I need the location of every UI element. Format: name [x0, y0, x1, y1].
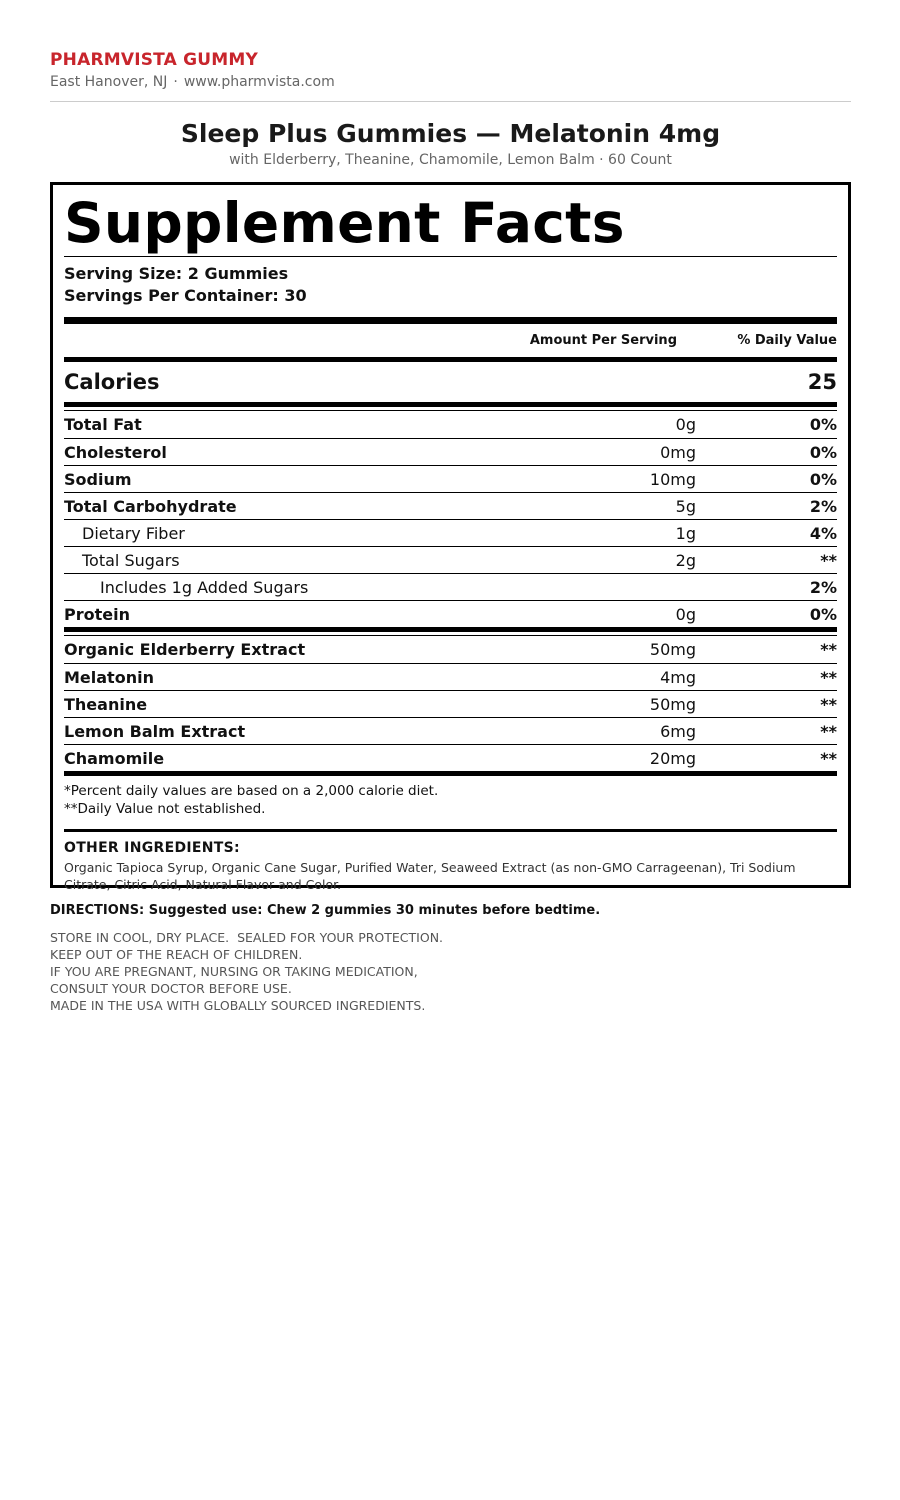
ingredient-amount: 6mg: [660, 721, 696, 741]
ingredient-label: Lemon Balm Extract: [64, 721, 246, 741]
other-ingredients-text: Organic Tapioca Syrup, Organic Cane Sugar, Purified Water, Seaweed Extract (as non-GMO Carrageenan), Tri Sodium Citrate, Citric Acid, Natural Flavor and Color.: [64, 860, 796, 892]
ingredient-row: [64, 690, 837, 717]
brand-separator: ·: [173, 74, 178, 90]
nutrient-label: Cholesterol: [64, 442, 167, 462]
supplement-facts-panel: [50, 182, 851, 892]
ingredient-amount: 4mg: [660, 667, 696, 687]
warning-line: STORE IN COOL, DRY PLACE. SEALED FOR YOUR PROTECTION.: [50, 930, 444, 945]
ingredient-label: Chamomile: [64, 748, 165, 768]
servings-per-container: Servings Per Container: 30: [64, 286, 307, 305]
nutrient-row: [64, 519, 837, 546]
nutrient-dv: 0%: [809, 604, 837, 624]
ingredient-label: Organic Elderberry Extract: [64, 640, 306, 659]
nutrient-label: Dietary Fiber: [82, 523, 185, 543]
nutrient-dv: 4%: [809, 523, 837, 543]
brand-name: PHARMVISTA GUMMY: [50, 50, 259, 70]
brand-location: East Hanover, NJ: [50, 74, 168, 90]
nutrient-label: Includes 1g Added Sugars: [100, 577, 309, 597]
ingredient-label: Theanine: [64, 694, 148, 714]
calories-row: [64, 362, 837, 402]
ingredient-label: Melatonin: [64, 667, 154, 687]
warnings: [50, 929, 851, 1014]
warning-line: MADE IN THE USA WITH GLOBALLY SOURCED INGREDIENTS.: [50, 998, 426, 1013]
product-subtitle: with Elderberry, Theanine, Chamomile, Lemon Balm · 60 Count: [229, 152, 672, 168]
ingredient-row: [64, 744, 837, 771]
nutrient-label: Sodium: [64, 469, 132, 489]
calories-label: Calories: [64, 370, 160, 394]
nutrient-label: Total Carbohydrate: [64, 496, 237, 516]
ingredient-dv: **: [820, 694, 837, 714]
nutrient-row: [64, 465, 837, 492]
ingredient-dv: **: [820, 640, 837, 659]
warning-line: KEEP OUT OF THE REACH OF CHILDREN.: [50, 947, 303, 962]
facts-title: Supplement Facts: [64, 191, 625, 255]
nutrient-label: Protein: [64, 604, 130, 624]
nutrient-dv: 2%: [809, 577, 837, 597]
thick-divider: [64, 402, 837, 407]
footnotes: [64, 776, 837, 829]
nutrient-amount: 0g: [675, 604, 696, 624]
serving-size: Serving Size: 2 Gummies: [64, 264, 289, 283]
brand-website: www.pharmvista.com: [183, 74, 335, 90]
ingredient-amount: 50mg: [649, 640, 696, 659]
nutrient-amount: 10mg: [649, 469, 696, 489]
brand-header: [50, 50, 851, 90]
nutrient-amount: 5g: [675, 496, 696, 516]
nutrient-row: [64, 600, 837, 627]
divider: [64, 829, 837, 832]
nutrient-amount: 1g: [675, 523, 696, 543]
nutrient-amount: 0g: [675, 415, 696, 434]
ingredient-amount: 20mg: [649, 748, 696, 768]
brand-info: [50, 74, 851, 90]
ingredient-dv: **: [820, 667, 837, 687]
footnote-not-established: **Daily Value not established.: [64, 801, 266, 817]
nutrient-dv: 0%: [809, 442, 837, 462]
nutrient-row: [64, 492, 837, 519]
nutrient-row: [64, 411, 837, 438]
warning-line: IF YOU ARE PREGNANT, NURSING OR TAKING MEDICATION,: [50, 964, 418, 979]
ingredient-row: [64, 636, 837, 663]
footnote-daily-values: *Percent daily values are based on a 2,000 calorie diet.: [64, 783, 439, 799]
amount-header: Amount Per Serving: [529, 333, 677, 348]
nutrient-amount: 0mg: [660, 442, 696, 462]
nutrient-table: [64, 411, 837, 627]
nutrient-row: [64, 546, 837, 573]
directions: DIRECTIONS: Suggested use: Chew 2 gummies 30 minutes before bedtime.: [50, 903, 601, 918]
other-ingredients-title: OTHER INGREDIENTS:: [64, 840, 240, 856]
ingredient-table: [64, 636, 837, 771]
thick-divider: [64, 627, 837, 632]
nutrient-dv: 0%: [809, 415, 837, 434]
nutrient-label: Total Sugars: [82, 550, 180, 570]
calories-value: 25: [807, 370, 837, 394]
nutrient-amount: 2g: [675, 550, 696, 570]
ingredient-amount: 50mg: [649, 694, 696, 714]
thick-divider: [64, 317, 837, 324]
nutrient-row: [64, 573, 837, 600]
header-divider: [50, 101, 851, 102]
ingredient-dv: **: [820, 748, 837, 768]
nutrient-dv: **: [820, 550, 837, 570]
product-title: Sleep Plus Gummies — Melatonin 4mg: [180, 119, 721, 148]
column-headers: [64, 324, 837, 357]
ingredient-dv: **: [820, 721, 837, 741]
nutrient-label: Total Fat: [64, 415, 142, 434]
warning-line: CONSULT YOUR DOCTOR BEFORE USE.: [50, 981, 292, 996]
dv-header: % Daily Value: [737, 333, 837, 348]
nutrient-dv: 0%: [809, 469, 837, 489]
nutrient-dv: 2%: [809, 496, 837, 516]
ingredient-row: [64, 663, 837, 690]
serving-info: [64, 257, 837, 317]
ingredient-row: [64, 717, 837, 744]
nutrient-row: [64, 438, 837, 465]
